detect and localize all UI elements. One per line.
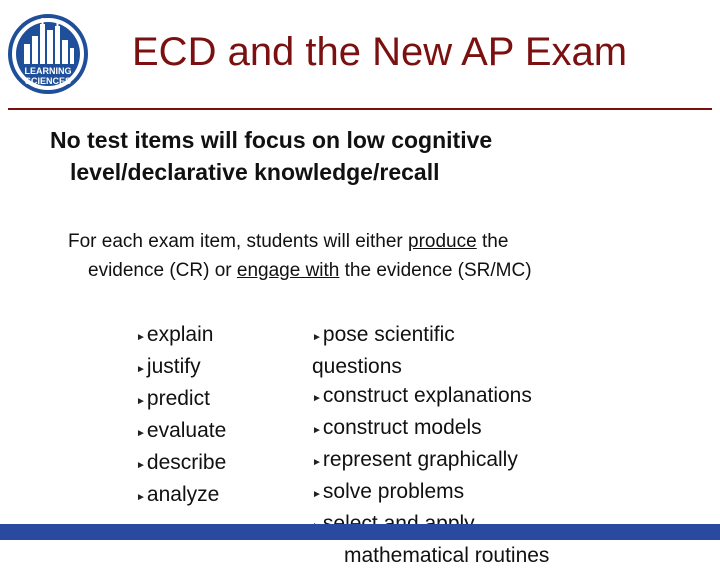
sub-point [68, 227, 708, 285]
list-item: ►analyze [136, 480, 226, 512]
right-pointer-icon: ► [136, 428, 146, 439]
sub-point-text-1: For each exam item, students will either [68, 231, 409, 252]
produce-underlined: produce [408, 231, 477, 252]
list-item: ►represent graphically [312, 445, 642, 477]
list-item: mathematical routines [312, 509, 642, 570]
sub-point-text-3: evidence (CR) or [88, 260, 237, 281]
right-pointer-icon: ► [136, 364, 146, 375]
learning-sciences-logo [8, 10, 88, 98]
title-divider [8, 108, 712, 110]
footer-band [0, 524, 720, 540]
list-item: ►explain [136, 320, 226, 352]
list-item: ►construct explanations [312, 381, 642, 413]
list-item: ►construct models [312, 413, 642, 445]
right-pointer-icon: ► [312, 489, 322, 500]
right-pointer-icon: ► [312, 332, 322, 343]
list-item: ►describe [136, 448, 226, 480]
main-point-line-1: No test items will focus on low cognitive [50, 127, 493, 153]
main-point-line-2: level/declarative knowledge/recall [70, 159, 440, 185]
list-item: ►pose scientific questions [312, 323, 455, 378]
list-item: ►solve problems [312, 477, 642, 509]
list-item: ►evaluate [136, 416, 226, 448]
slide-title: ECD and the New AP Exam [132, 30, 628, 74]
verb-list-left [136, 320, 226, 512]
right-pointer-icon: ► [136, 332, 146, 343]
right-pointer-icon: ► [312, 457, 322, 468]
sub-point-line-2 [68, 256, 708, 285]
right-pointer-icon: ► [312, 425, 322, 436]
logo-text-sciences: SCIENCES [24, 76, 72, 86]
right-pointer-icon: ► [136, 492, 146, 503]
logo-emblem [8, 10, 88, 98]
logo-text-learning: LEARNING [24, 66, 72, 76]
right-pointer-icon: ► [312, 393, 322, 404]
sub-point-text-4: the evidence (SR/MC) [339, 260, 532, 281]
list-item: ►predict [136, 384, 226, 416]
engage-with-underlined: engage with [236, 260, 340, 281]
list-item: ►justify [136, 352, 226, 384]
right-pointer-icon: ► [136, 460, 146, 471]
sub-point-text-2: the [476, 231, 509, 252]
right-pointer-icon: ► [136, 396, 146, 407]
main-point [50, 124, 690, 188]
